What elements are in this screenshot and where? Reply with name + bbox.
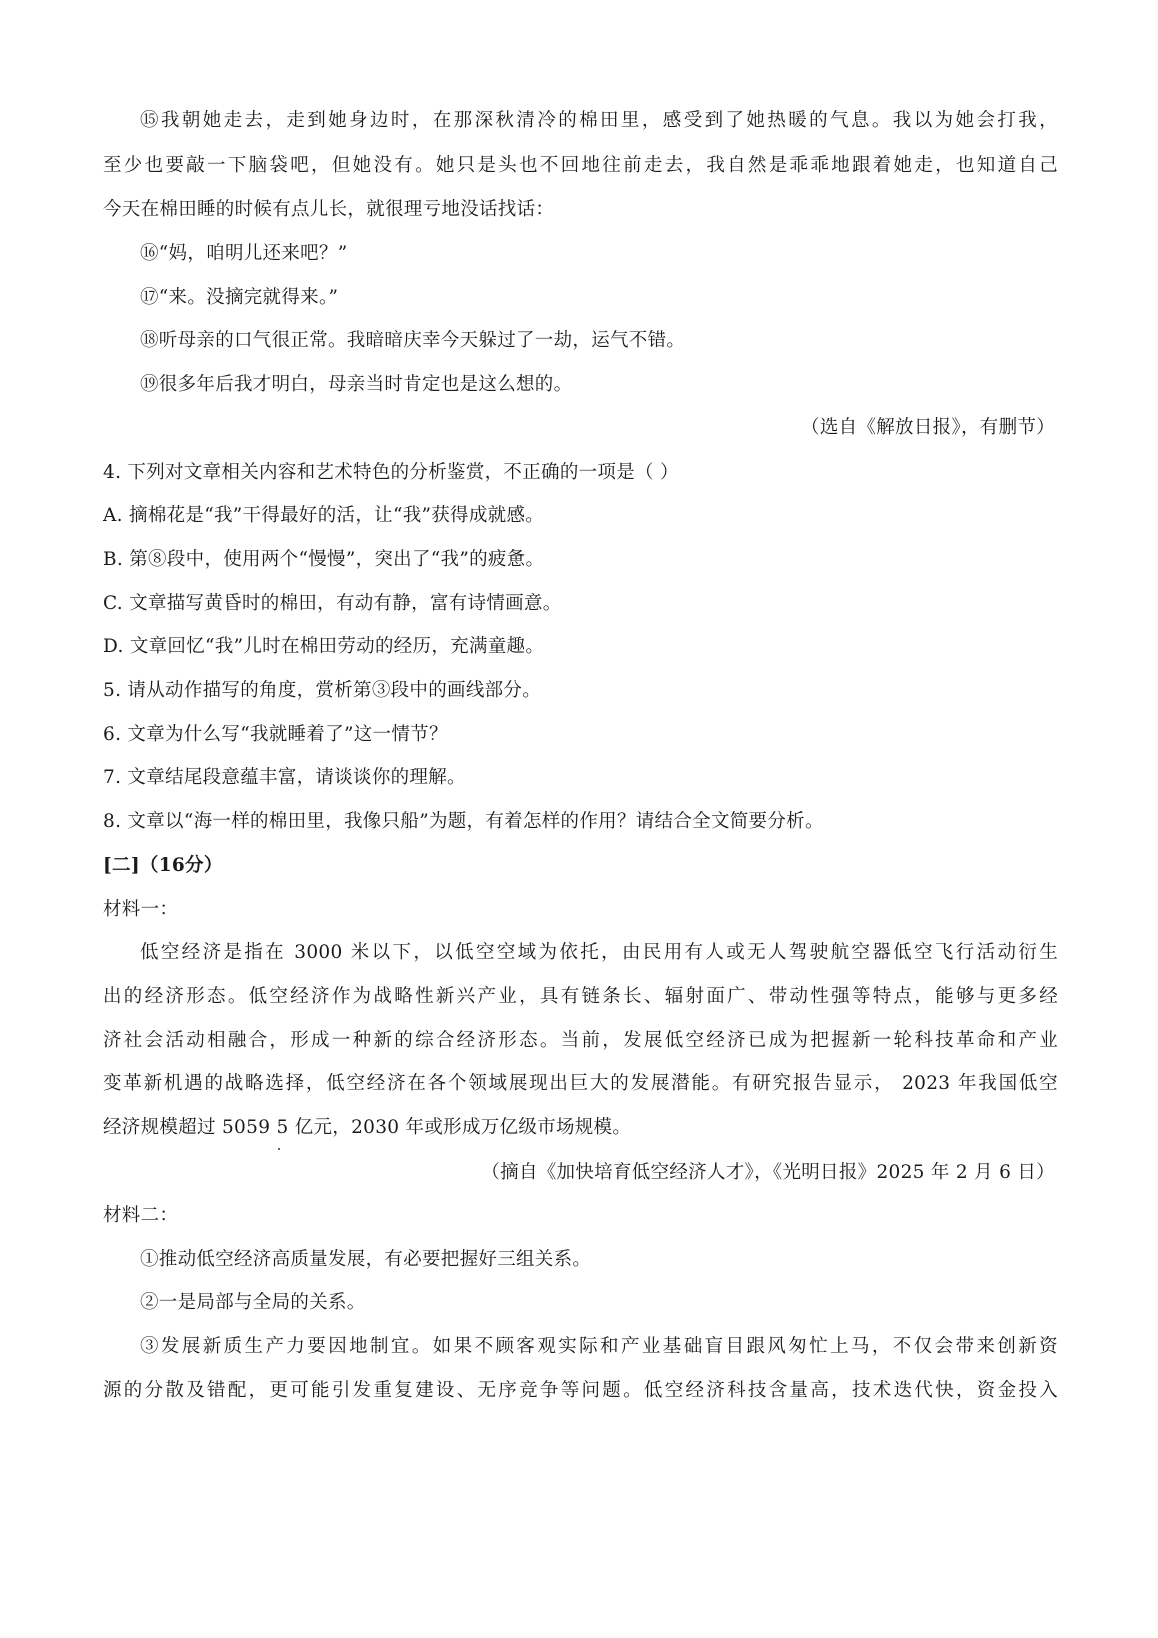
material-one-line-5: 经济规模超过 5059 5 亿元，2030 年或形成万亿级市场规模。 [103,1117,632,1138]
question-4: 4. 下列对文章相关内容和艺术特色的分析鉴赏，不正确的一项是（ ） [103,462,679,483]
question-7: 7. 文章结尾段意蕴丰富，请谈谈你的理解。 [103,767,466,788]
material-one-source: （摘自《加快培育低空经济人才》，《光明日报》2025 年 2 月 6 日） [481,1162,1055,1183]
material-two-para-3-line-1: ③发展新质生产力要因地制宜。如果不顾客观实际和产业基础盲目跟风匆忙上马，不仅会带来创新资 [140,1336,1058,1357]
question-6: 6. 文章为什么写“我就睡着了”这一情节？ [103,724,448,745]
option-d: D. 文章回忆“我”儿时在棉田劳动的经历，充满童趣。 [103,636,545,657]
section-two-heading: [二]（16分） [103,855,223,876]
para-18: ⑱听母亲的口气很正常。我暗暗庆幸今天躲过了一劫，运气不错。 [140,330,686,351]
material-one-line-4: 变革新机遇的战略选择，低空经济在各个领域展现出巨大的发展潜能。有研究报告显示， 2023 年我国低空 [103,1073,1058,1094]
material-one-line-3: 济社会活动相融合，形成一种新的综合经济形态。当前，发展低空经济已成为把握新一轮科技革命和产业 [103,1030,1058,1051]
para-15-line-2: 至少也要敲一下脑袋吧，但她没有。她只是头也不回地往前走去，我自然是乖乖地跟着她走，也知道自己 [103,155,1058,176]
option-c: C. 文章描写黄昏时的棉田，有动有静，富有诗情画意。 [103,593,562,614]
passage-source: （选自《解放日报》，有删节） [801,417,1055,438]
material-one-line-2: 出的经济形态。低空经济作为战略性新兴产业，具有链条长、辐射面广、带动性强等特点，能够与更多经 [103,986,1058,1007]
question-5: 5. 请从动作描写的角度，赏析第③段中的画线部分。 [103,680,542,701]
material-two-para-1: ①推动低空经济高质量发展，有必要把握好三组关系。 [140,1249,592,1270]
para-16: ⑯“妈，咱明儿还来吧？” [140,243,348,264]
para-17: ⑰“来。没摘完就得来。” [140,287,339,308]
option-b: B. 第⑧段中，使用两个“慢慢”，突出了“我”的疲惫。 [103,549,545,570]
material-one-line-1: 低空经济是指在 3000 米以下，以低空空域为依托，由民用有人或无人驾驶航空器低空飞行活动衍生 [140,942,1058,963]
para-15-line-3: 今天在棉田睡的时候有点儿长，就很理亏地没话找话： [103,199,555,220]
para-19: ⑲很多年后我才明白，母亲当时肯定也是这么想的。 [140,374,573,395]
material-two-label: 材料二： [103,1205,179,1226]
question-8: 8. 文章以“海一样的棉田里，我像只船”为题，有着怎样的作用？请结合全文简要分析。 [103,811,824,832]
material-two-para-2: ②一是局部与全局的关系。 [140,1292,366,1313]
material-two-para-3-line-2: 源的分散及错配，更可能引发重复建设、无序竞争等问题。低空经济科技含量高，技术迭代快，资金投入 [103,1380,1058,1401]
stray-dot-mark [278,1148,280,1150]
material-one-label: 材料一： [103,899,179,920]
option-a: A. 摘棉花是“我”干得最好的活，让“我”获得成就感。 [103,505,545,526]
para-15-line-1: ⑮我朝她走去，走到她身边时，在那深秋清冷的棉田里，感受到了她热暖的气息。我以为她会打我， [140,110,1058,131]
